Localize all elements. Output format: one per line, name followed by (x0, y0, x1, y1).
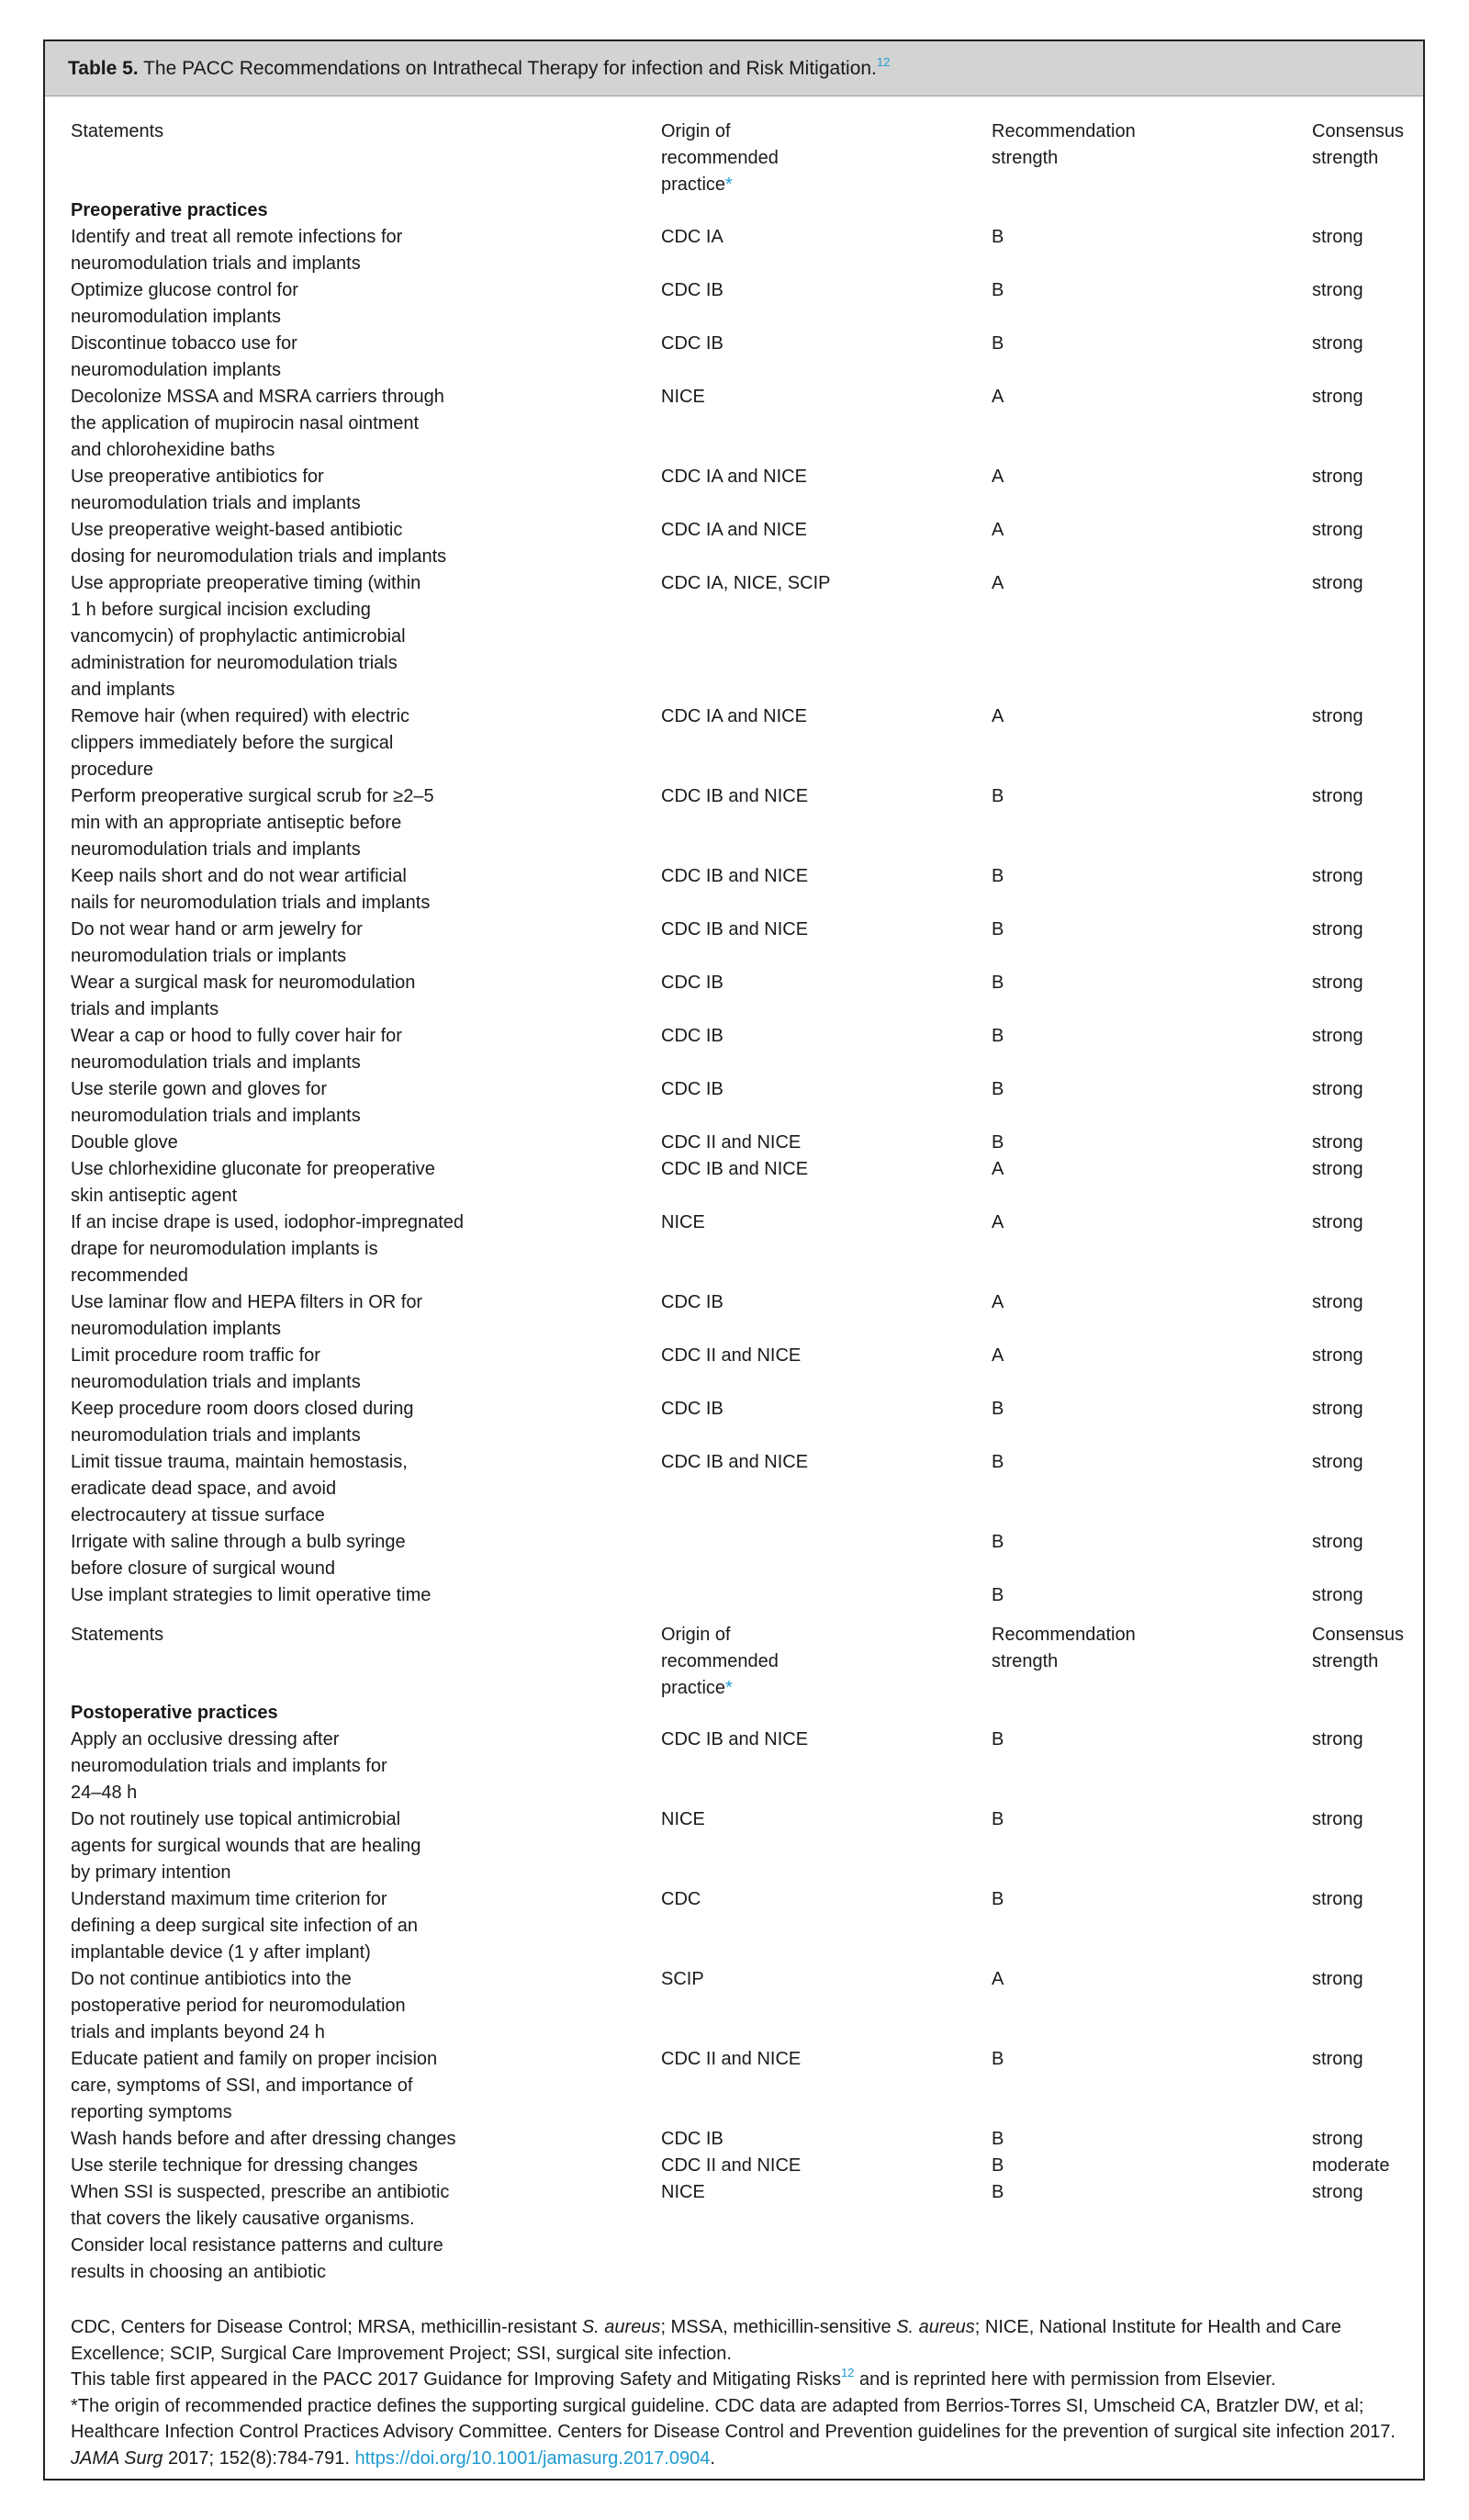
cell-recommendation: B (992, 919, 1004, 939)
cell-consensus: strong (1312, 467, 1363, 487)
cell-consensus: strong (1312, 919, 1363, 939)
cell-recommendation: A (992, 467, 1004, 487)
cell-statement: Understand maximum time criterion for defining a deep surgical site infection of an implantable device (1 y after implant) (71, 1889, 419, 1963)
cell-origin: NICE (661, 387, 705, 407)
cell-consensus: strong (1312, 973, 1363, 993)
footnote-reprint: This table first appeared in the PACC 2017 Guidance for Improving Safety and Mitigating Risks$^{12}$ and is reprinted here with permission from Elsevier. (71, 2366, 1276, 2390)
cell-statement: When SSI is suspected, prescribe an antibiotic that covers the likely causative organisms. Consider local resistance patterns and culture results in choosing an antibiotic (71, 2182, 450, 2282)
cell-recommendation: A (992, 520, 1004, 540)
table-row (45, 2179, 1423, 2286)
cell-consensus: strong (1312, 333, 1363, 354)
table-title: The PACC Recommendations on Intrathecal Therapy for infection and Risk Mitigation. (143, 58, 877, 79)
cell-statement: Remove hair (when required) with electric clippers immediately before the surgical procedure (71, 706, 410, 780)
cell-consensus: strong (1312, 866, 1363, 886)
cell-recommendation: A (992, 1345, 1004, 1366)
table-row (45, 917, 1423, 970)
cell-origin: NICE (661, 2182, 705, 2202)
table-row (45, 970, 1423, 1023)
cell-origin: CDC IB and NICE (661, 919, 809, 939)
cell-origin: CDC II and NICE (661, 2049, 802, 2069)
cell-origin: CDC IB and NICE (661, 866, 809, 886)
cell-statement: Double glove (71, 1132, 178, 1153)
cell-statement: Discontinue tobacco use for neuromodulation implants (71, 333, 297, 380)
cell-consensus: strong (1312, 1345, 1363, 1366)
cell-consensus: strong (1312, 1159, 1363, 1179)
cell-statement: Wear a surgical mask for neuromodulation trials and implants (71, 973, 416, 1019)
table-row (45, 464, 1423, 517)
cell-origin: CDC II and NICE (661, 1132, 802, 1153)
cell-statement: Do not continue antibiotics into the postoperative period for neuromodulation trials and implants beyond 24 h (71, 1969, 406, 2042)
table-row (45, 1076, 1423, 1130)
cell-consensus: strong (1312, 280, 1363, 300)
header-origin: Origin of recommended practice* (661, 121, 779, 195)
cell-origin: CDC IB and NICE (661, 1452, 809, 1472)
table-row (45, 2153, 1423, 2179)
table-row (45, 1806, 1423, 1886)
cell-origin: CDC IB and NICE (661, 1729, 809, 1749)
cell-consensus: strong (1312, 1729, 1363, 1749)
cell-consensus: strong (1312, 1212, 1363, 1232)
cell-consensus: strong (1312, 1292, 1363, 1312)
cell-recommendation: B (992, 1889, 1004, 1909)
table-row (45, 1966, 1423, 2046)
table-title-bar (45, 41, 1423, 96)
cell-recommendation: A (992, 1159, 1004, 1179)
cell-recommendation: A (992, 387, 1004, 407)
cell-origin: CDC IB (661, 1079, 723, 1099)
cell-recommendation: B (992, 1079, 1004, 1099)
cell-origin: CDC IA, NICE, SCIP (661, 573, 831, 593)
cell-statement: Use preoperative antibiotics for neuromodulation trials and implants (71, 467, 361, 513)
cell-origin: CDC IB (661, 1399, 723, 1419)
cell-consensus: strong (1312, 2129, 1363, 2149)
cell-recommendation: B (992, 333, 1004, 354)
preoperative-rows (45, 224, 1423, 1609)
header-consensus: Consensus strength (1312, 121, 1405, 168)
table-row (45, 783, 1423, 863)
cell-statement: Limit procedure room traffic for neuromodulation trials and implants (71, 1345, 361, 1392)
table-label: Table 5. (68, 58, 139, 79)
cell-statement: Use sterile gown and gloves for neuromodulation trials and implants (71, 1079, 361, 1126)
cell-origin: CDC IB (661, 2129, 723, 2149)
cell-consensus: strong (1312, 1452, 1363, 1472)
cell-recommendation: B (992, 1532, 1004, 1552)
cell-statement: Use appropriate preoperative timing (within 1 h before surgical incision excluding vancomycin) of prophylactic antimicrobial administration for neuromodulation trials and implants (71, 573, 421, 700)
cell-statement: Use preoperative weight-based antibiotic dosing for neuromodulation trials and implants (71, 520, 447, 567)
cell-statement: Keep nails short and do not wear artificial nails for neuromodulation trials and implants (71, 866, 431, 913)
reprint-reference[interactable]: 12 (840, 2366, 855, 2379)
cell-consensus: strong (1312, 1969, 1363, 1989)
cell-recommendation: B (992, 227, 1004, 247)
cell-consensus: strong (1312, 706, 1363, 726)
cell-recommendation: B (992, 2182, 1004, 2202)
cell-recommendation: B (992, 973, 1004, 993)
table-row (45, 1209, 1423, 1289)
cell-recommendation: B (992, 866, 1004, 886)
table-row (45, 277, 1423, 331)
cell-consensus: strong (1312, 1889, 1363, 1909)
cell-origin: CDC IB (661, 1292, 723, 1312)
cell-consensus: strong (1312, 1079, 1363, 1099)
cell-consensus: strong (1312, 1809, 1363, 1829)
table-row (45, 1582, 1423, 1609)
cell-recommendation: B (992, 1026, 1004, 1046)
cell-statement: Identify and treat all remote infections for neuromodulation trials and implants (71, 227, 403, 274)
cell-origin: CDC II and NICE (661, 1345, 802, 1366)
cell-statement: Keep procedure room doors closed during neuromodulation trials and implants (71, 1399, 414, 1446)
cell-consensus: strong (1312, 387, 1363, 407)
table-row (45, 1886, 1423, 1966)
cell-origin: CDC IB (661, 333, 723, 354)
cell-origin: CDC IB and NICE (661, 786, 809, 806)
cell-statement: Use chlorhexidine gluconate for preoperative skin antiseptic agent (71, 1159, 435, 1206)
cell-consensus: strong (1312, 2182, 1363, 2202)
doi-link[interactable]: https://doi.org/10.1001/jamasurg.2017.0904 (354, 2447, 711, 2469)
cell-statement: If an incise drape is used, iodophor-impregnated drape for neuromodulation implants is recommended (71, 1212, 465, 1286)
table-row (45, 570, 1423, 703)
cell-statement: Limit tissue trauma, maintain hemostasis, eradicate dead space, and avoid electrocautery at tissue surface (71, 1452, 408, 1525)
title-reference[interactable]: 12 (876, 55, 891, 69)
cell-origin: CDC IA and NICE (661, 520, 807, 540)
table-row (45, 1727, 1423, 1806)
cell-origin: CDC IA and NICE (661, 706, 807, 726)
table-row (45, 224, 1423, 277)
table-row (45, 1343, 1423, 1396)
cell-origin: CDC IA (661, 227, 723, 247)
section-title-postoperative: Postoperative practices (71, 1703, 278, 1723)
cell-statement: Use laminar flow and HEPA filters in OR for neuromodulation implants (71, 1292, 423, 1339)
cell-consensus: strong (1312, 2049, 1363, 2069)
table-row (45, 1130, 1423, 1156)
cell-origin: CDC IB (661, 1026, 723, 1046)
cell-consensus: strong (1312, 1132, 1363, 1153)
cell-consensus: strong (1312, 786, 1363, 806)
table-footnotes (71, 2314, 1405, 2471)
table-row (45, 2046, 1423, 2126)
cell-statement: Optimize glucose control for neuromodulation implants (71, 280, 298, 327)
cell-recommendation: B (992, 2155, 1004, 2176)
cell-origin: CDC IB (661, 973, 723, 993)
cell-consensus: strong (1312, 1399, 1363, 1419)
cell-origin: NICE (661, 1212, 705, 1232)
cell-recommendation: B (992, 1399, 1004, 1419)
cell-recommendation: A (992, 1969, 1004, 1989)
cell-consensus: moderate (1312, 2155, 1390, 2176)
cell-recommendation: B (992, 1729, 1004, 1749)
table-row (45, 384, 1423, 464)
cell-recommendation: B (992, 2129, 1004, 2149)
table-row (45, 1023, 1423, 1076)
table-row (45, 517, 1423, 570)
postoperative-rows (45, 1727, 1423, 2286)
cell-consensus: strong (1312, 227, 1363, 247)
table-row (45, 331, 1423, 384)
table-row (45, 2126, 1423, 2153)
header-origin: Origin of recommended practice* (661, 1625, 779, 1698)
header-statements: Statements (71, 121, 164, 141)
cell-consensus: strong (1312, 1585, 1363, 1605)
cell-consensus: strong (1312, 573, 1363, 593)
cell-recommendation: B (992, 1585, 1004, 1605)
cell-origin: CDC IB (661, 280, 723, 300)
header-recommendation: Recommendation strength (992, 121, 1136, 168)
table-row (45, 1449, 1423, 1529)
cell-origin: SCIP (661, 1969, 704, 1989)
cell-consensus: strong (1312, 1532, 1363, 1552)
cell-recommendation: B (992, 2049, 1004, 2069)
cell-origin: CDC (661, 1889, 701, 1909)
cell-statement: Irrigate with saline through a bulb syringe before closure of surgical wound (71, 1532, 406, 1579)
table-row (45, 1156, 1423, 1209)
cell-statement: Decolonize MSSA and MSRA carriers through the application of mupirocin nasal ointment and chlorohexidine baths (71, 387, 444, 460)
cell-statement: Wear a cap or hood to fully cover hair for neuromodulation trials and implants (71, 1026, 402, 1073)
cell-statement: Do not wear hand or arm jewelry for neuromodulation trials or implants (71, 919, 363, 966)
cell-statement: Educate patient and family on proper incision care, symptoms of SSI, and importance of reporting symptoms (71, 2049, 438, 2122)
header-recommendation: Recommendation strength (992, 1625, 1136, 1671)
cell-recommendation: B (992, 1452, 1004, 1472)
section-title-preoperative: Preoperative practices (71, 200, 268, 220)
cell-statement: Wash hands before and after dressing changes (71, 2129, 456, 2149)
cell-recommendation: B (992, 280, 1004, 300)
cell-recommendation: B (992, 786, 1004, 806)
table-frame (43, 39, 1425, 2481)
table-row (45, 703, 1423, 783)
cell-recommendation: A (992, 573, 1004, 593)
cell-recommendation: B (992, 1132, 1004, 1153)
table-row (45, 863, 1423, 917)
cell-statement: Apply an occlusive dressing after neuromodulation trials and implants for 24–48 h (71, 1729, 387, 1803)
cell-consensus: strong (1312, 520, 1363, 540)
cell-statement: Use sterile technique for dressing changes (71, 2155, 418, 2176)
cell-recommendation: A (992, 706, 1004, 726)
cell-origin: CDC IA and NICE (661, 467, 807, 487)
cell-recommendation: B (992, 1809, 1004, 1829)
cell-origin: CDC II and NICE (661, 2155, 802, 2176)
cell-recommendation: A (992, 1212, 1004, 1232)
cell-statement: Perform preoperative surgical scrub for ≥2–5 min with an appropriate antiseptic before neuromodulation trials and implants (71, 786, 434, 860)
cell-consensus: strong (1312, 1026, 1363, 1046)
table-row (45, 1396, 1423, 1449)
cell-statement: Do not routinely use topical antimicrobial agents for surgical wounds that are healing by primary intention (71, 1809, 421, 1883)
header-statements: Statements (71, 1625, 164, 1645)
cell-origin: CDC IB and NICE (661, 1159, 809, 1179)
table-row (45, 1529, 1423, 1582)
footnote-origin: *The origin of recommended practice defines the supporting surgical guideline. CDC data are adapted from Berrios-Torres SI, Umscheid CA, Bratzler DW, et al; Healthcare Infection Control Practices Advisory Committee. Centers for Disease Control and Prevention guidelines for the prevention of surgical site infection 2017. JAMA Surg 2017; 152(8):784-791. https://doi.org/10.1001/jamasurg.2017.0904. (71, 2395, 1396, 2469)
footnote-abbreviations: CDC, Centers for Disease Control; MRSA, methicillin-resistant S. aureus; MSSA, methicillin-sensitive S. aureus; NICE, National Institute for Health and Care Excellence; SCIP, Surgical Care Improvement Project; SSI, surgical site infection. (71, 2317, 1341, 2364)
header-consensus: Consensus strength (1312, 1625, 1405, 1671)
cell-origin: NICE (661, 1809, 705, 1829)
cell-statement: Use implant strategies to limit operative time (71, 1585, 432, 1605)
cell-recommendation: A (992, 1292, 1004, 1312)
table-row (45, 1289, 1423, 1343)
